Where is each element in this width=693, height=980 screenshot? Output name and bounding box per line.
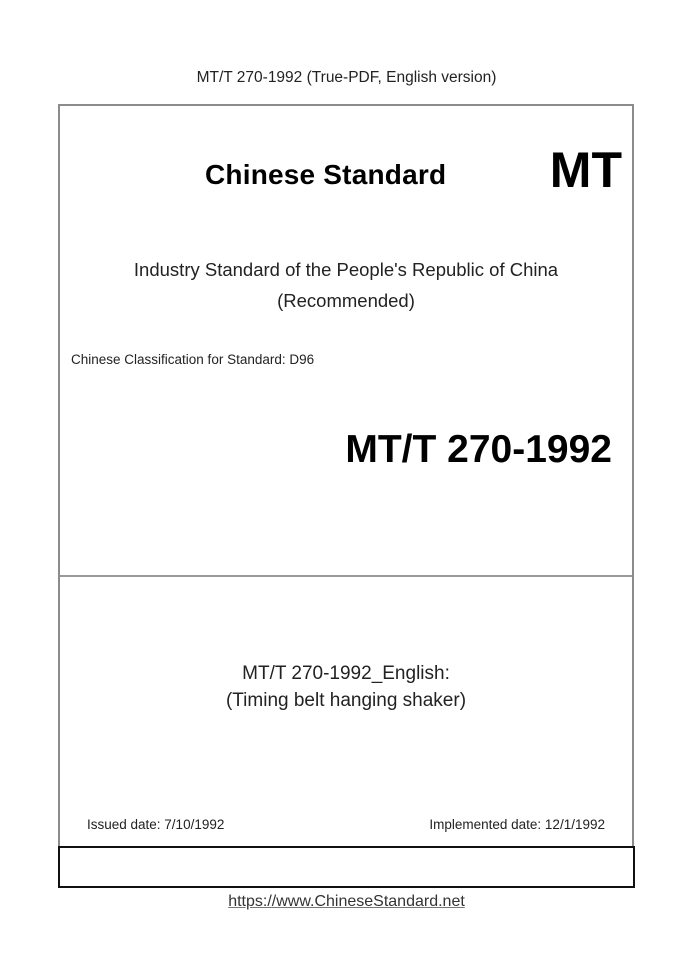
cover-upper-section bbox=[60, 106, 632, 577]
empty-bordered-box bbox=[58, 846, 635, 888]
issued-date: Issued date: 7/10/1992 bbox=[87, 817, 225, 832]
industry-standard-line: Industry Standard of the People's Republic of China bbox=[133, 259, 559, 280]
recommended-line: (Recommended) bbox=[277, 290, 415, 311]
english-subtitle: (Timing belt hanging shaker) bbox=[225, 690, 467, 711]
standard-code-prefix: MT bbox=[549, 142, 622, 198]
implemented-date: Implemented date: 12/1/1992 bbox=[429, 817, 605, 832]
document-header-title: MT/T 270-1992 (True-PDF, English version) bbox=[196, 69, 497, 86]
cover-frame bbox=[58, 104, 634, 846]
cover-heading: Chinese Standard bbox=[205, 159, 447, 190]
classification-label: Chinese Classification for Standard: D96 bbox=[71, 352, 315, 367]
english-title: MT/T 270-1992_English: bbox=[242, 663, 450, 684]
footer-website-link[interactable]: https://www.ChineseStandard.net bbox=[228, 893, 465, 910]
cover-lower-section bbox=[60, 577, 632, 846]
standard-number: MT/T 270-1992 bbox=[345, 428, 612, 471]
